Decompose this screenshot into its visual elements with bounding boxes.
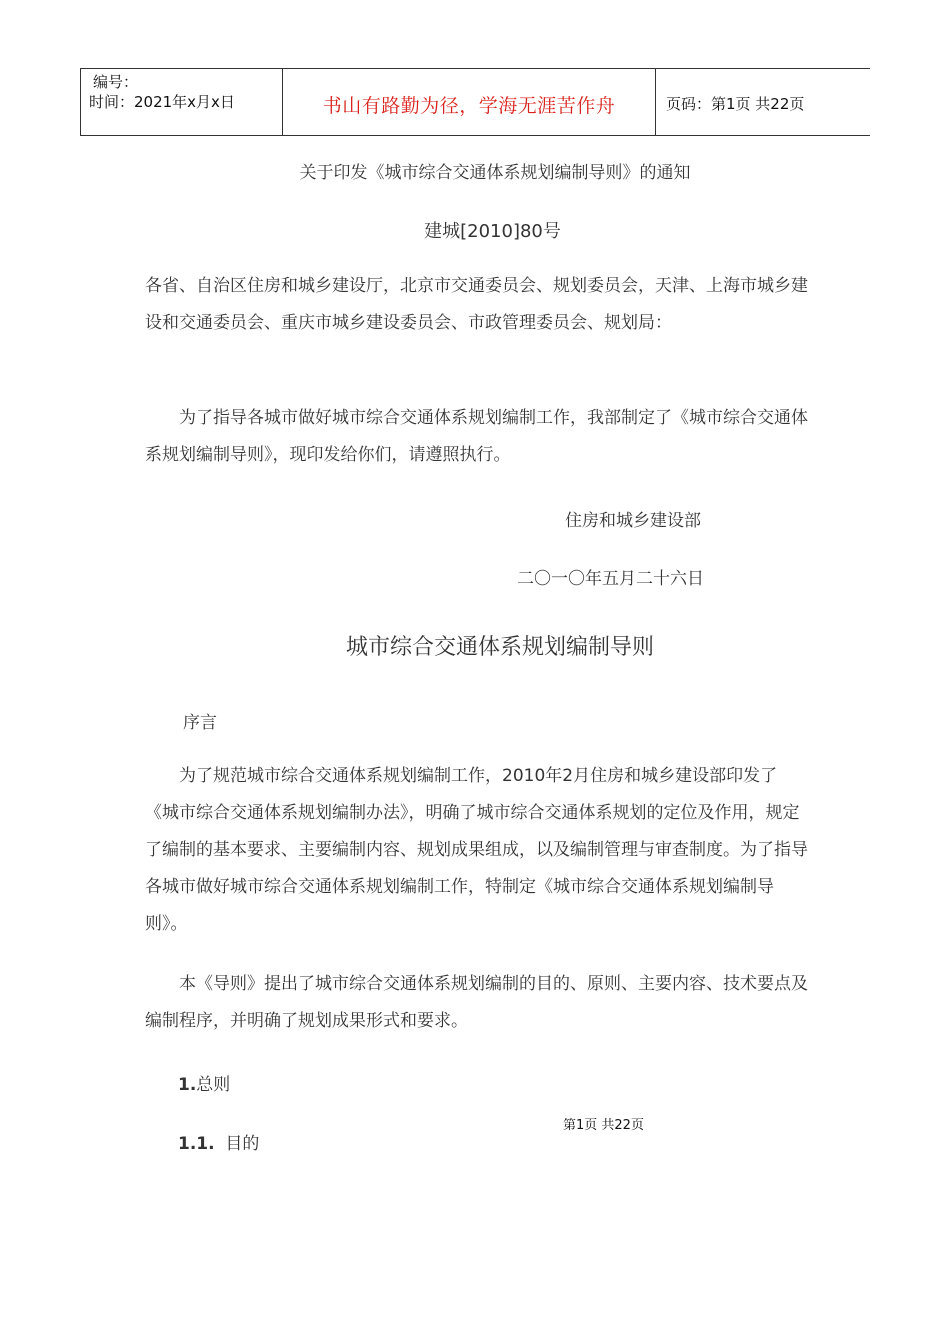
section-1-1-number: 1.1.: [178, 1134, 215, 1154]
section-1-1-title: 目的: [225, 1134, 260, 1154]
guide-title: 城市综合交通体系规划编制导则: [345, 635, 654, 660]
issue-date: 二〇一〇年五月二十六日: [517, 569, 704, 589]
header-meta-cell: [81, 69, 283, 135]
header-motto-cell: [283, 69, 656, 135]
notice-title: 关于印发《城市综合交通体系规划编制导则》的通知: [299, 163, 691, 183]
addressee: 各省、自治区住房和城乡建设厅，北京市交通委员会、规划委员会，天津、上海市城乡建设和交通委员会、重庆市城乡建设委员会、市政管理委员会、规划局：: [145, 276, 808, 333]
footer-page-number: 第1页 共22页: [563, 1118, 644, 1133]
preface-paragraph-2: 本《导则》提出了城市综合交通体系规划编制的目的、原则、主要内容、技术要点及编制程序，并明确了规划成果形式和要求。: [145, 974, 808, 1031]
header-table: [80, 68, 870, 136]
section-1-heading: [178, 1070, 230, 1095]
section-1-1-heading: [178, 1129, 259, 1154]
page-info: 页码：第1页 共22页: [666, 95, 805, 113]
motto: 书山有路勤为径，学海无涯苦作舟: [322, 95, 616, 117]
header-page-cell: [656, 69, 871, 135]
sender: 住房和城乡建设部: [565, 511, 701, 531]
notice-body: 为了指导各城市做好城市综合交通体系规划编制工作，我部制定了《城市综合交通体系规划编制导则》，现印发给你们，请遵照执行。: [145, 408, 808, 465]
number-label: 编号：: [93, 73, 139, 91]
time-label: 时间：2021年x月x日: [89, 93, 235, 111]
section-1-title: 总则: [196, 1075, 231, 1095]
preface-paragraph-1: 为了规范城市综合交通体系规划编制工作，2010年2月住房和城乡建设部印发了《城市综合交通体系规划编制办法》，明确了城市综合交通体系规划的定位及作用，规定了编制的基本要求、主要编制内容、规划成果组成，以及编制管理与审查制度。为了指导各城市做好城市综合交通体系规划编制工作，特制定《城市综合交通体系规划编制导则》。: [145, 766, 808, 934]
section-1-number: 1.: [178, 1075, 197, 1095]
document-number: 建城[2010]80号: [424, 221, 561, 242]
preface-heading: 序言: [183, 713, 217, 733]
